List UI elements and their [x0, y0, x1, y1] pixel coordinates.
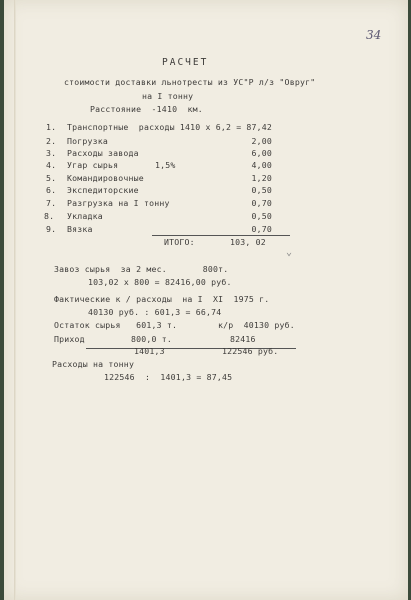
check-mark: ⌄ — [286, 247, 293, 258]
item-number: 5. — [46, 173, 57, 183]
item-number: 3. — [46, 148, 57, 158]
item-label: Расходы завода — [67, 148, 139, 158]
subtitle-line-1: стоимости доставки льнотресты из УС"Р л/з "Овруг" — [64, 77, 316, 87]
item-label: Угар сырья — [67, 160, 119, 170]
item-value: 0,50 — [251, 185, 272, 195]
actual-costs-line: Фактические к / расходы на I XI 1975 г. — [54, 294, 270, 304]
item-label: Укладка — [67, 211, 103, 221]
item-number: 7. — [46, 198, 57, 208]
page-number: 34 — [366, 28, 382, 42]
item-label: Экспедиторские — [67, 185, 139, 195]
item-label: Вязка — [67, 224, 93, 234]
document-title: РАСЧЕТ — [162, 57, 209, 68]
item-extra: 1,5% — [155, 160, 176, 170]
item-value: 0,70 — [251, 224, 272, 234]
page-fold — [14, 0, 16, 600]
delivery-calculation: 103,02 х 800 = 82416,00 руб. — [88, 277, 232, 287]
sum-amount: 122546 руб. — [222, 346, 279, 356]
distance-line: Расстояние -1410 км. — [90, 104, 203, 114]
item-number: 6. — [46, 185, 57, 195]
item-number: 9. — [46, 224, 57, 234]
item-label: Разгрузка на I тонну — [67, 198, 170, 208]
income-label: Приход 800,0 т. — [54, 334, 172, 344]
total-value: 103, 02 — [230, 237, 266, 247]
balance-label: Остаток сырья 601,3 т. — [54, 320, 178, 330]
item-value: 87,42 — [246, 122, 272, 132]
delivery-line: Завоз сырья за 2 мес. 800т. — [54, 264, 229, 274]
item-label: Командировочные — [67, 173, 144, 183]
income-value: 82416 — [230, 334, 256, 344]
balance-value: к/р 40130 руб. — [218, 320, 295, 330]
total-label: ИТОГО: — [164, 237, 195, 247]
item-label: Транспортные расходы 1410 х 6,2 = — [67, 122, 242, 132]
actual-costs-calculation: 40130 руб. : 601,3 = 66,74 — [88, 307, 222, 317]
item-value: 2,00 — [251, 136, 272, 146]
item-number: 8. — [44, 211, 55, 221]
item-value: 6,00 — [251, 148, 272, 158]
document-page — [4, 0, 408, 600]
total-rule — [152, 235, 290, 236]
item-number: 1. — [46, 122, 57, 132]
item-number: 2. — [46, 136, 57, 146]
item-value: 1,20 — [251, 173, 272, 183]
item-value: 0,50 — [251, 211, 272, 221]
item-number: 4. — [46, 160, 57, 170]
per-ton-calculation: 122546 : 1401,3 = 87,45 — [104, 372, 233, 382]
item-value: 0,70 — [251, 198, 272, 208]
subtitle-line-2: на I тонну — [142, 91, 194, 101]
item-label: Погрузка — [67, 136, 109, 146]
item-value: 4,00 — [251, 160, 272, 170]
sum-weight: 1401,3 — [134, 346, 165, 356]
per-ton-label: Расходы на тонну — [52, 359, 135, 369]
